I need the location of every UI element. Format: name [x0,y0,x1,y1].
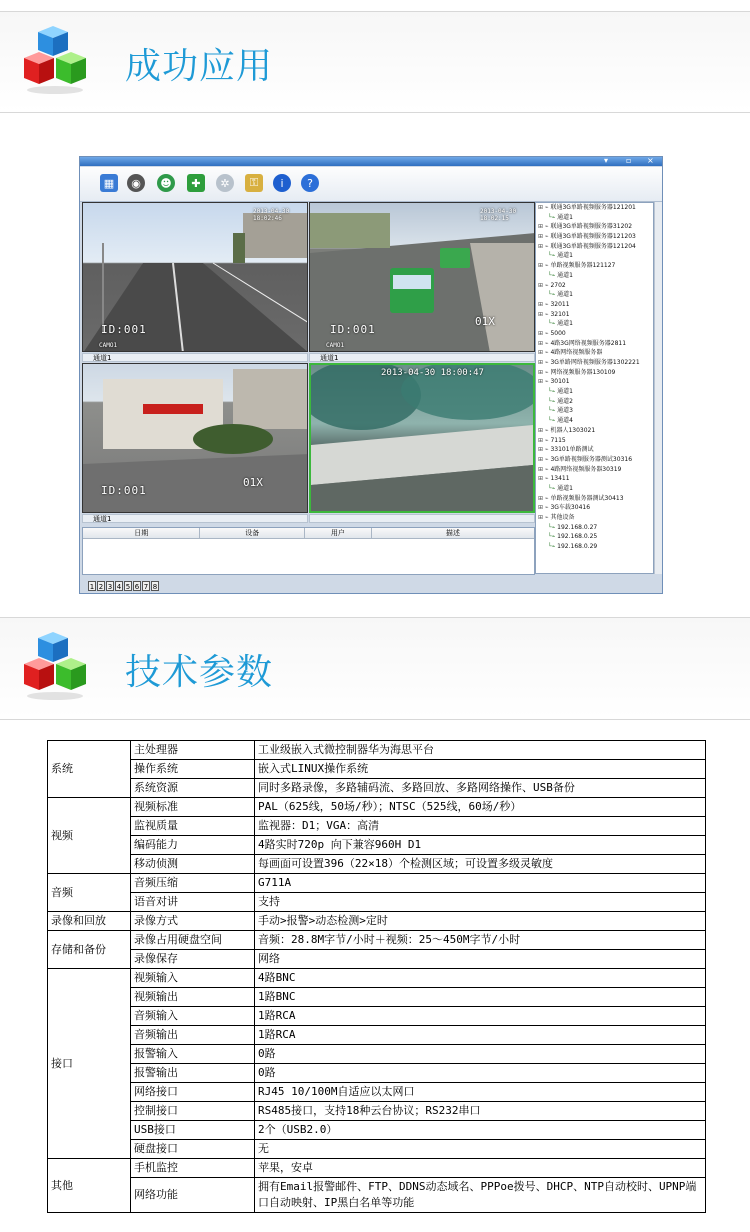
spec-category: 录像和回放 [48,912,131,931]
spec-key: 编码能力 [131,836,255,855]
page-button-2[interactable]: 2 [98,583,104,591]
page-selector [88,581,159,591]
timestamp-overlay: 2013-04-30 18:02:46 [253,208,290,222]
tree-node-label: 13411 [550,475,570,483]
spec-key: 移动侦测 [131,855,255,874]
tree-node-label: 通道1 [557,213,573,221]
expand-icon[interactable]: ⊞ ⌁ [538,223,551,231]
tree-scrollbar[interactable] [654,202,662,574]
tree-node[interactable] [536,203,653,213]
expand-icon[interactable]: ⊞ ⌁ [538,455,551,463]
spec-value: 0路 [255,1064,706,1083]
tree-node-label: 3G单路视频服务器测试30316 [550,455,633,463]
expand-icon[interactable]: ⊞ ⌁ [538,329,551,337]
tree-node-label: 通道1 [557,291,573,299]
tree-node[interactable] [536,465,653,475]
channel-icon: └⌁ [548,533,558,541]
channel-icon: └⌁ [548,252,558,260]
spec-value: 苹果，安卓 [255,1159,706,1178]
shield-icon[interactable]: ✚ [187,174,205,192]
spec-value: 0路 [255,1045,706,1064]
spec-row [48,817,706,836]
restore-icon[interactable]: ▫ [626,156,632,165]
spec-value: 1路RCA [255,1007,706,1026]
tree-node-label: 机器人1303021 [550,426,596,434]
spec-row [48,893,706,912]
spec-row [48,798,706,817]
spec-row [48,855,706,874]
tree-node[interactable] [536,319,653,329]
tree-node[interactable] [536,339,653,349]
tree-node-label: 联通3G单路视频服务器31202 [550,223,633,231]
log-col-date[interactable]: 日期 [83,528,200,538]
tree-node-label: 联通3G单路视频服务器121203 [550,233,636,241]
tree-node[interactable] [536,377,653,387]
spec-category: 存储和备份 [48,931,131,969]
spec-row [48,950,706,969]
tree-node-label: 网络视频服务器130109 [550,368,616,376]
tree-node-label: 单路视频服务器测试30413 [550,494,624,502]
channel-bar-3: 通道1 [82,514,308,523]
spec-value: 4路实时720p 向下兼容960H D1 [255,836,706,855]
expand-icon[interactable]: ⊞ ⌁ [538,349,551,357]
expand-icon[interactable]: ⊞ ⌁ [538,262,551,270]
divider [0,719,750,720]
page-button-3[interactable]: 3 [107,583,113,591]
log-col-desc[interactable]: 描述 [445,529,460,537]
tree-node[interactable] [536,232,653,242]
spec-key: USB接口 [131,1121,255,1140]
tree-node[interactable] [536,222,653,232]
spec-row [48,779,706,798]
tree-node[interactable] [536,261,653,271]
tree-node-label: 通道1 [557,252,573,260]
tree-node[interactable] [536,484,653,494]
spec-value: RS485接口，支持18种云台协议；RS232串口 [255,1102,706,1121]
spec-row [48,741,706,760]
tree-node[interactable] [536,387,653,397]
expand-icon[interactable]: ⊞ ⌁ [538,359,551,366]
channel-icon: └⌁ [548,271,558,279]
spec-value: 每画面可设置396（22×18）个检测区域；可设置多级灵敏度 [255,855,706,874]
spec-value: RJ45 10/100M自适应以太网口 [255,1083,706,1102]
expand-icon[interactable]: ⊞ ⌁ [538,378,551,386]
lock-icon[interactable]: ⚿ [245,174,263,192]
spec-value: 无 [255,1140,706,1159]
spec-key: 报警输出 [131,1064,255,1083]
camera-icon[interactable]: ◉ [127,174,145,192]
channel-icon: └⌁ [548,417,558,425]
tree-node[interactable] [536,416,653,426]
spec-key: 录像方式 [131,912,255,931]
channel-bar-2: 通道1 [309,353,535,362]
tree-node-label: 通道1 [557,484,573,492]
channel-icon: └⌁ [548,543,558,551]
video-tile-4[interactable] [309,363,535,513]
expand-icon[interactable]: ⊞ ⌁ [538,436,551,444]
spec-key: 录像保存 [131,950,255,969]
tree-node-label: 联通3G单路视频服务器121204 [550,242,636,250]
tree-node-label: 2702 [550,281,566,289]
spec-key: 手机监控 [131,1159,255,1178]
spec-key: 控制接口 [131,1102,255,1121]
tree-node-label: 4路网络视频服务器 [550,349,603,357]
tree-node-label: 3G车载30416 [550,504,591,512]
tree-node[interactable] [536,348,653,358]
spec-value: 监视器：D1；VGA：高清 [255,817,706,836]
page-button-8[interactable]: 8 [152,583,158,591]
section-title-spec: 技术参数 [125,652,274,693]
tree-node-label: 5000 [550,329,566,337]
expand-icon[interactable]: ⊞ ⌁ [538,300,551,308]
help-icon[interactable]: ? [301,174,319,192]
expand-icon[interactable]: ⊞ ⌁ [538,204,551,211]
tree-node[interactable] [536,310,653,320]
tree-node-label: 单路视频服务器121127 [550,262,616,270]
tree-node-label: 通道1 [557,388,573,396]
log-col-device[interactable]: 设备 [200,528,305,538]
expand-icon[interactable]: ⊞ ⌁ [538,368,551,376]
expand-icon[interactable]: ⊞ ⌁ [538,504,551,512]
channel-icon: └⌁ [548,523,558,531]
channel-icon: └⌁ [548,484,558,492]
spec-row [48,1102,706,1121]
spec-row [48,836,706,855]
nvr-client-window [79,156,663,594]
section-header-spec [0,618,750,718]
tree-node[interactable] [536,281,653,291]
tree-node[interactable] [536,271,653,281]
tree-node-label: 192.168.0.25 [557,533,598,541]
spec-row [48,969,706,988]
tree-node-label: 30101 [550,378,570,386]
channel-icon: └⌁ [548,320,558,328]
info-icon[interactable]: i [273,174,291,192]
tree-node[interactable] [536,368,653,378]
zoom-overlay: 01X [475,315,495,328]
cubes-logo-icon [22,26,92,96]
spec-value: PAL（625线，50场/秒）；NTSC（525线，60场/秒） [255,798,706,817]
layout-icon[interactable]: ▦ [100,174,118,192]
spec-row [48,931,706,950]
divider [0,112,750,113]
spec-key: 硬盘接口 [131,1140,255,1159]
spec-row [48,1159,706,1178]
camera-id-overlay: ID:001 [101,323,147,336]
spec-value: 4路BNC [255,969,706,988]
spec-key: 音频压缩 [131,874,255,893]
spec-key: 系统资源 [131,779,255,798]
spec-row [48,1178,706,1213]
tree-node-label: 其他设备 [550,514,575,521]
expand-icon[interactable]: ⊞ ⌁ [538,465,551,473]
spec-row [48,988,706,1007]
tree-node[interactable] [536,290,653,300]
spec-value: G711A [255,874,706,893]
spec-value: 嵌入式LINUX操作系统 [255,760,706,779]
page-button-1[interactable]: 1 [89,583,95,591]
spec-value: 手动>报警>动态检测>定时 [255,912,706,931]
tree-node[interactable] [536,426,653,436]
spec-value: 支持 [255,893,706,912]
log-header [83,528,534,539]
spec-value: 1路RCA [255,1026,706,1045]
video-tile-1[interactable] [82,202,308,352]
page-button-5[interactable]: 5 [125,583,131,591]
channel-icon: └⌁ [548,291,558,299]
spec-table [47,740,706,1213]
timestamp-overlay: 2013-04-30 18:02:15 [480,208,517,222]
spec-row [48,760,706,779]
channel-bar-1: 通道1 [82,353,308,362]
spec-key: 视频输入 [131,969,255,988]
expand-icon[interactable]: ⊞ ⌁ [538,426,551,434]
channel-bar-4 [309,514,535,523]
tree-node-label: 7115 [550,436,566,444]
spec-key: 语音对讲 [131,893,255,912]
window-titlebar [80,157,662,166]
tree-node[interactable] [536,251,653,261]
expand-icon[interactable]: ⊞ ⌁ [538,514,551,521]
tree-node-label: 通道1 [557,320,573,328]
spec-row [48,912,706,931]
tree-node-label: 通道3 [557,407,573,415]
tree-node[interactable] [536,503,653,513]
spec-value: 拥有Email报警邮件、FTP、DDNS动态域名、PPPoe拨号、DHCP、NTP自动校时、UPNP端口自动映射、IP黑白名单等功能 [255,1178,706,1213]
spec-key: 监视质量 [131,817,255,836]
tree-node[interactable] [536,436,653,446]
tree-node[interactable] [536,300,653,310]
tree-node[interactable] [536,406,653,416]
channel-icon: └⌁ [548,407,558,415]
tree-node[interactable] [536,532,653,542]
cubes-logo-icon [22,632,92,702]
spec-value: 工业级嵌入式微控制器华为海思平台 [255,741,706,760]
expand-icon[interactable]: ⊞ ⌁ [538,233,551,241]
minimize-icon[interactable]: ▾ [604,156,609,165]
tree-node-label: 32101 [550,310,570,318]
spec-value: 音频：28.8M字节/小时＋视频：25～450M字节/小时 [255,931,706,950]
page-button-6[interactable]: 6 [134,583,140,591]
expand-icon[interactable]: ⊞ ⌁ [538,310,551,318]
spec-key: 报警输入 [131,1045,255,1064]
spec-value: 网络 [255,950,706,969]
tree-node[interactable] [536,523,653,533]
channel-icon: └⌁ [548,397,558,405]
spec-category: 音频 [48,874,131,912]
channel-icon: └⌁ [548,213,558,221]
camera-id-overlay: ID:001 [330,323,376,336]
expand-icon[interactable]: ⊞ ⌁ [538,494,551,502]
tree-node[interactable] [536,455,653,465]
tree-node-label: 3G单路网络视频服务器1302221 [550,359,640,366]
tree-node[interactable] [536,513,653,523]
video-tile-3[interactable] [82,363,308,513]
tree-node-label: 通道4 [557,417,573,425]
spec-row [48,1007,706,1026]
video-tile-2[interactable] [309,202,535,352]
expand-icon[interactable]: ⊞ ⌁ [538,339,551,347]
spec-category: 其他 [48,1159,131,1213]
spec-key: 视频输出 [131,988,255,1007]
spec-row [48,1045,706,1064]
spec-category: 系统 [48,741,131,798]
tree-node-label: 通道1 [557,271,573,279]
tree-node[interactable] [536,397,653,407]
spec-row [48,1140,706,1159]
tree-node[interactable] [536,542,653,552]
spec-key: 视频标准 [131,798,255,817]
spec-row [48,874,706,893]
spec-key: 录像占用硬盘空间 [131,931,255,950]
section-title-success: 成功应用 [125,46,274,87]
tree-node-label: 通道2 [557,397,573,405]
page-button-4[interactable]: 4 [116,583,122,591]
spec-category: 视频 [48,798,131,874]
tree-node[interactable] [536,445,653,455]
channel-icon: └⌁ [548,388,558,396]
tree-node[interactable] [536,242,653,252]
spec-row [48,1083,706,1102]
spec-row [48,1064,706,1083]
spec-value: 1路BNC [255,988,706,1007]
expand-icon[interactable]: ⊞ ⌁ [538,475,551,483]
timestamp-overlay: 2013-04-30 18:00:47 [381,368,484,378]
gear-icon[interactable]: ✲ [216,174,234,192]
tree-node-label: 192.168.0.27 [557,523,598,531]
spec-category: 接口 [48,969,131,1159]
spec-key: 网络功能 [131,1178,255,1213]
zoom-overlay: 01X [243,476,263,489]
section-header-success [0,12,750,112]
users-icon[interactable]: ☻ [157,174,175,192]
expand-icon[interactable]: ⊞ ⌁ [538,281,551,289]
spec-row [48,1026,706,1045]
event-log [82,527,535,575]
camera-name-overlay: CAMO1 [99,342,118,349]
tree-node[interactable] [536,494,653,504]
expand-icon[interactable]: ⊞ ⌁ [538,446,551,454]
tree-node-label: 4路网络视频服务器30319 [550,465,622,473]
tree-node-label: 32011 [550,300,570,308]
spec-key: 音频输出 [131,1026,255,1045]
camera-id-overlay: ID:001 [101,484,147,497]
tree-node[interactable] [536,213,653,223]
spec-key: 操作系统 [131,760,255,779]
spec-value: 2个（USB2.0） [255,1121,706,1140]
spec-key: 主处理器 [131,741,255,760]
tree-node[interactable] [536,329,653,339]
log-col-user[interactable]: 用户 [305,528,372,538]
spec-row [48,1121,706,1140]
tree-node-label: 4路3G网络视频服务器2811 [550,339,627,347]
tree-node-label: 192.168.0.29 [557,543,598,551]
tree-node-label: 联通3G单路视频服务器121201 [550,204,636,211]
tree-node[interactable] [536,358,653,368]
tree-node[interactable] [536,474,653,484]
device-tree [535,202,654,574]
spec-value: 同时多路录像，多路辅码流、多路回放、多路网络操作、USB备份 [255,779,706,798]
close-icon[interactable]: × [647,156,654,165]
camera-name-overlay: CAMO1 [326,342,345,349]
spec-key: 音频输入 [131,1007,255,1026]
tree-node-label: 33101单路测试 [550,446,594,454]
spec-key: 网络接口 [131,1083,255,1102]
page-button-7[interactable]: 7 [143,583,149,591]
expand-icon[interactable]: ⊞ ⌁ [538,242,551,250]
